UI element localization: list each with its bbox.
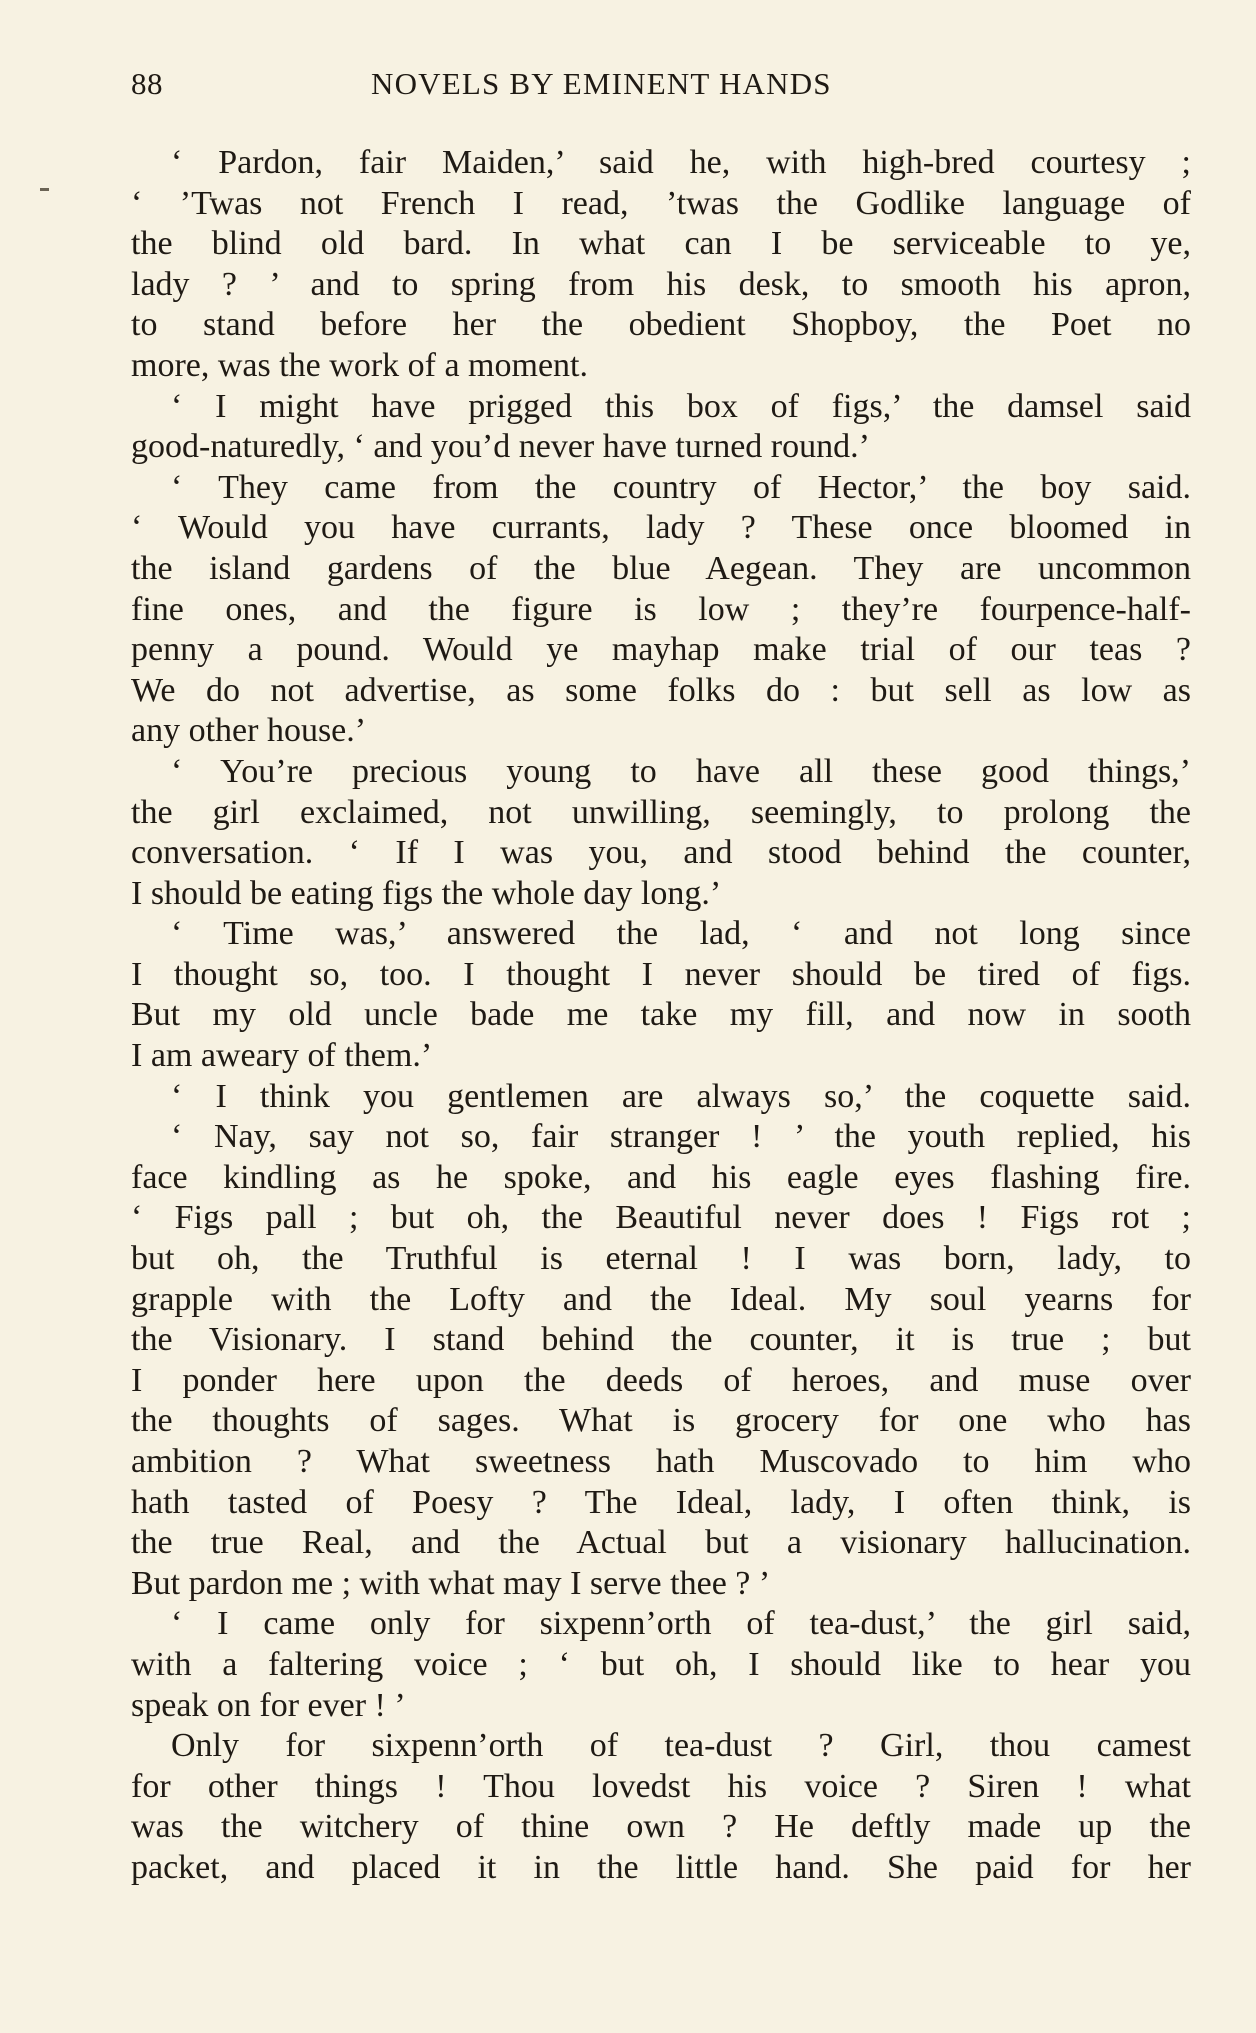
text-line: ‘ I might have prigged this box of figs,’ the damsel said — [171, 387, 1191, 425]
text-line: ‘ Nay, say not so, fair stranger ! ’ the youth replied, his — [171, 1118, 1191, 1156]
text-line: the blind old bard. In what can I be serviceable to ye, — [131, 225, 1191, 263]
text-line: ‘ ’Twas not French I read, ’twas the Godlike language of — [131, 184, 1191, 222]
text-line: hath tasted of Poesy ? The Ideal, lady, I often think, is — [131, 1483, 1191, 1521]
page-number: 88 — [131, 66, 163, 101]
text-line: ‘ You’re precious young to have all these good things,’ — [171, 752, 1191, 790]
running-head — [131, 66, 1191, 112]
text-line: ‘ Would you have currants, lady ? These once bloomed in — [131, 509, 1191, 547]
text-line: conversation. ‘ If I was you, and stood behind the counter, — [131, 834, 1191, 872]
text-line: lady ? ’ and to spring from his desk, to smooth his apron, — [131, 265, 1191, 303]
text-line: for other things ! Thou lovedst his voice ? Siren ! what — [131, 1767, 1191, 1805]
text-line: ‘ They came from the country of Hector,’ the boy said. — [171, 468, 1191, 506]
text-line: I ponder here upon the deeds of heroes, and muse over — [131, 1361, 1191, 1399]
text-line: with a faltering voice ; ‘ but oh, I should like to hear you — [131, 1645, 1191, 1683]
text-line: the true Real, and the Actual but a visionary hallucination. — [131, 1524, 1191, 1562]
text-line: the Visionary. I stand behind the counter, it is true ; but — [131, 1321, 1191, 1359]
text-line: fine ones, and the figure is low ; they’re fourpence-half- — [131, 590, 1191, 628]
text-line: Only for sixpenn’orth of tea-dust ? Girl, thou camest — [171, 1727, 1191, 1765]
margin-mark — [40, 188, 49, 191]
text-line: I am aweary of them.’ — [131, 1037, 433, 1075]
text-line: more, was the work of a moment. — [131, 346, 588, 384]
text-line: ‘ I think you gentlemen are always so,’ the coquette said. — [171, 1077, 1191, 1115]
text-line: But my old uncle bade me take my fill, and now in sooth — [131, 996, 1191, 1034]
text-line: We do not advertise, as some folks do : but sell as low as — [131, 671, 1191, 709]
body-text — [131, 143, 1191, 1889]
text-line: to stand before her the obedient Shopboy, the Poet no — [131, 306, 1191, 344]
text-line: any other house.’ — [131, 712, 367, 750]
text-line: ‘ Pardon, fair Maiden,’ said he, with high-bred courtesy ; — [171, 144, 1191, 181]
text-line: ambition ? What sweetness hath Muscovado to him who — [131, 1443, 1191, 1480]
text-line: but oh, the Truthful is eternal ! I was born, lady, to — [131, 1240, 1191, 1278]
text-line: was the witchery of thine own ? He deftly made up the — [131, 1808, 1191, 1846]
text-line: ‘ Time was,’ answered the lad, ‘ and not long since — [171, 915, 1191, 953]
running-title: NOVELS BY EMINENT HANDS — [371, 66, 832, 101]
text-line: good-naturedly, ‘ and you’d never have turned round.’ — [131, 428, 870, 466]
text-line: ‘ I came only for sixpenn’orth of tea-dust,’ the girl said, — [171, 1605, 1191, 1643]
text-line: face kindling as he spoke, and his eagle eyes flashing fire. — [131, 1158, 1191, 1196]
text-line: I thought so, too. I thought I never should be tired of figs. — [131, 955, 1191, 993]
text-line: the thoughts of sages. What is grocery for one who has — [131, 1402, 1191, 1440]
text-line: ‘ Figs pall ; but oh, the Beautiful never does ! Figs rot ; — [131, 1199, 1191, 1237]
text-line: speak on for ever ! ’ — [131, 1686, 406, 1724]
text-line: the island gardens of the blue Aegean. They are uncommon — [131, 549, 1191, 587]
text-line: penny a pound. Would ye mayhap make trial of our teas ? — [131, 631, 1191, 669]
text-line: I should be eating figs the whole day long.’ — [131, 874, 722, 912]
text-line: the girl exclaimed, not unwilling, seemingly, to prolong the — [131, 793, 1191, 831]
text-line: grapple with the Lofty and the Ideal. My soul yearns for — [131, 1280, 1191, 1318]
text-line: packet, and placed it in the little hand. She paid for her — [131, 1848, 1191, 1886]
text-line: But pardon me ; with what may I serve thee ? ’ — [131, 1564, 771, 1602]
